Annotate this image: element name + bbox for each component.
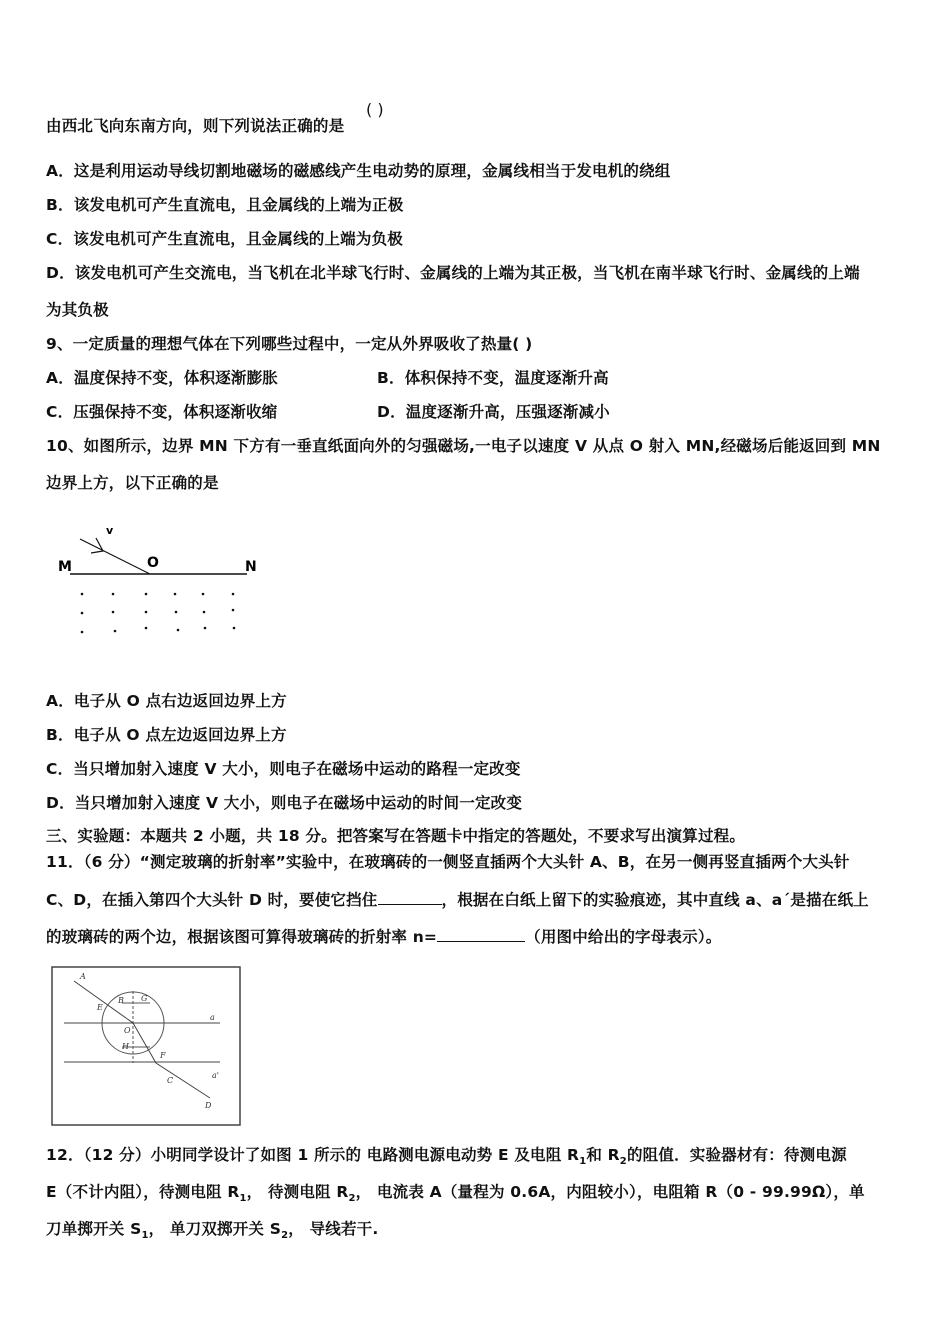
- section-3-heading: 三、实验题：本题共 2 小题，共 18 分。把答案写在答题卡中指定的答题处，不要求写出演算过程。: [46, 827, 746, 845]
- label-a: a: [210, 1013, 215, 1022]
- subscript: 1: [239, 1193, 247, 1205]
- label-F: F: [160, 1051, 166, 1060]
- q10-stem-line2: 边界上方，以下正确的是: [46, 474, 219, 492]
- q12-line2: [46, 1182, 865, 1209]
- q9-option-b: B．体积保持不变，温度逐渐升高: [377, 369, 609, 387]
- q8-option-d: D．该发电机可产生交流电，当飞机在北半球飞行时、金属线的上端为其正极，当飞机在南半球飞行时、金属线的上端: [46, 264, 860, 282]
- q12-text: ， 电流表 A（量程为 0.6A，内阻较小），电阻箱 R（0 - 99.99Ω），单: [355, 1183, 865, 1201]
- q8-answer-paren: ( ): [366, 100, 384, 119]
- q8-option-c: C．该发电机可产生直流电，且金属线的上端为负极: [46, 230, 403, 248]
- q12-text: E（不计内阻），待测电阻 R: [46, 1183, 240, 1201]
- refraction-figure: [50, 965, 242, 1127]
- label-o: O: [147, 555, 159, 571]
- q11-line2-a: C、D，在插入第四个大头针 D 时，要使它挡住: [46, 891, 378, 909]
- q12-text: 的阻值．实验器材有：待测电源: [626, 1146, 847, 1164]
- q11-line3-b: （用图中给出的字母表示）。: [525, 928, 722, 946]
- q12-line1: [46, 1145, 847, 1172]
- q10-option-d: D．当只增加射入速度 V 大小，则电子在磁场中运动的时间一定改变: [46, 794, 523, 812]
- q12-line3: [46, 1219, 378, 1246]
- label-B: B: [118, 996, 124, 1005]
- q9-stem: 9、一定质量的理想气体在下列哪些过程中，一定从外界吸收了热量( ): [46, 335, 533, 353]
- q8-option-b: B．该发电机可产生直流电，且金属线的上端为正极: [46, 196, 404, 214]
- q11-blank-1: [378, 890, 442, 905]
- q10-option-b: B．电子从 O 点左边返回边界上方: [46, 726, 287, 744]
- velocity-label: v: [106, 524, 114, 537]
- label-n: N: [245, 559, 257, 575]
- q12-text: ， 导线若干.: [288, 1220, 379, 1238]
- label-D: D: [205, 1101, 212, 1110]
- q8-option-d-cont: 为其负极: [46, 301, 109, 319]
- label-m: M: [58, 559, 72, 575]
- label-H: H: [122, 1042, 129, 1051]
- q12-text: ， 待测电阻 R: [246, 1183, 349, 1201]
- label-a-prime: a': [212, 1071, 219, 1080]
- field-dots: [81, 593, 236, 634]
- label-O: O: [124, 1026, 131, 1035]
- q11-line1: 11．（6 分）“测定玻璃的折射率”实验中，在玻璃砖的一侧竖直插两个大头针 A、B，在另一侧再竖直插两个大头针: [46, 853, 850, 871]
- q12-text: ， 单刀双掷开关 S: [148, 1220, 282, 1238]
- subscript: 1: [579, 1156, 587, 1168]
- q9-option-d: D．温度逐渐升高，压强逐渐减小: [377, 403, 610, 421]
- q9-option-c: C．压强保持不变，体积逐渐收缩: [46, 403, 278, 421]
- subscript: 2: [281, 1230, 289, 1242]
- q10-stem-line1: 10、如图所示，边界 MN 下方有一垂直纸面向外的匀强磁场,一电子以速度 V 从点 O 射入 MN,经磁场后能返回到 MN: [46, 437, 881, 455]
- q11-line2: [46, 890, 869, 910]
- q11-line2-b: ，根据在白纸上留下的实验痕迹，其中直线 a、a´是描在纸上: [441, 891, 869, 909]
- q8-stem: 由西北飞向东南方向，则下列说法正确的是: [46, 117, 345, 135]
- q12-text: 刀单掷开关 S: [46, 1220, 142, 1238]
- magnetic-field-figure: [50, 515, 270, 645]
- label-G: G: [141, 994, 148, 1003]
- q8-option-a: A．这是利用运动导线切割地磁场的磁感线产生电动势的原理，金属线相当于发电机的绕组: [46, 162, 671, 180]
- q9-option-a: A．温度保持不变，体积逐渐膨胀: [46, 369, 278, 387]
- q10-option-c: C．当只增加射入速度 V 大小，则电子在磁场中运动的路程一定改变: [46, 760, 521, 778]
- subscript: 2: [619, 1156, 627, 1168]
- label-E: E: [97, 1003, 103, 1012]
- q10-option-a: A．电子从 O 点右边返回边界上方: [46, 692, 287, 710]
- subscript: 2: [348, 1193, 356, 1205]
- label-A: A: [80, 972, 86, 981]
- q11-blank-2: [437, 927, 525, 942]
- q12-text: 和 R: [586, 1146, 620, 1164]
- q11-line3-a: 的玻璃砖的两个边，根据该图可算得玻璃砖的折射率 n=: [46, 928, 438, 946]
- q11-line3: [46, 927, 721, 947]
- q12-text: 12．（12 分）小明同学设计了如图 1 所示的 电路测电源电动势 E 及电阻 R: [46, 1146, 580, 1164]
- subscript: 1: [141, 1230, 149, 1242]
- label-C: C: [167, 1076, 174, 1085]
